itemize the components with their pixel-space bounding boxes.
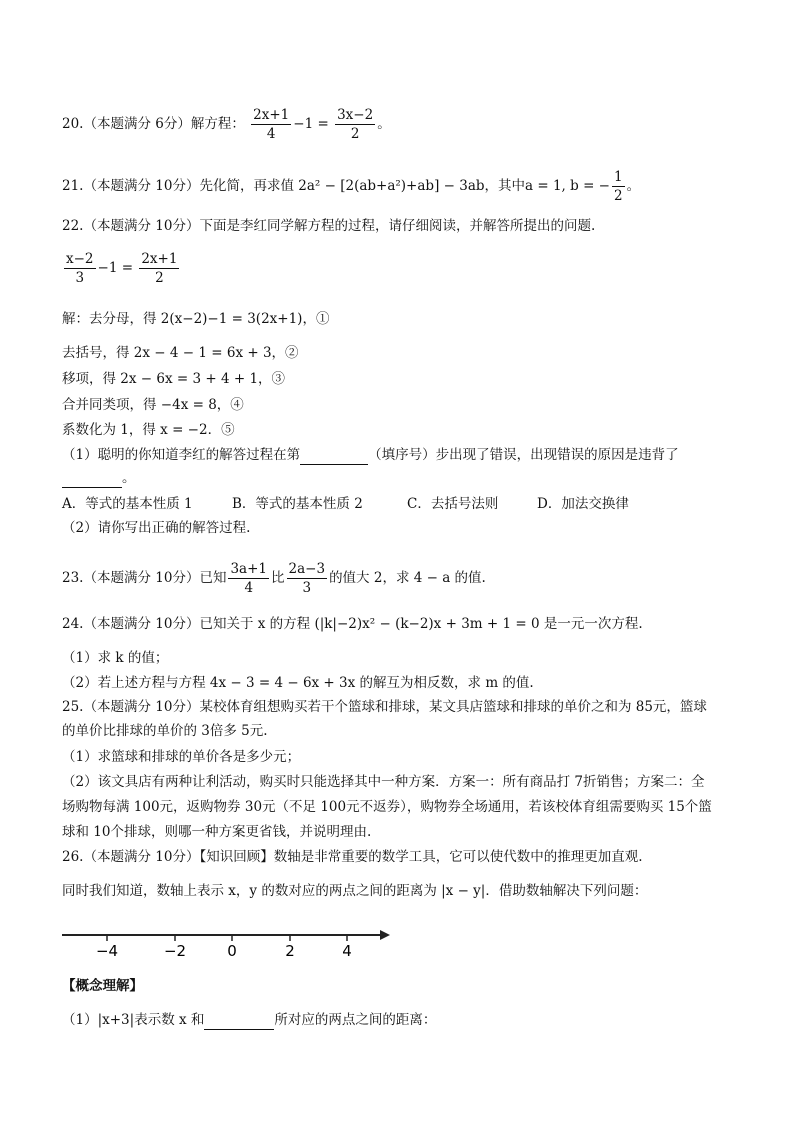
q25-part-2-b: 场购物每满 100元，返购物券 30元（不足 100元不返券），购物券全场通用，若该校体育组需要购买 15个篮 (62, 799, 712, 815)
q26-part-1 (62, 1010, 436, 1030)
q22-step-3: 移项，得 2x − 6x = 3 + 4 + 1，③ (62, 371, 286, 387)
q22-step-5: 系数化为 1，得 x = −2．⑤ (62, 422, 235, 438)
q22-step-2: 去括号，得 2x − 4 − 1 = 6x + 3，② (62, 345, 299, 361)
question-24 (62, 614, 643, 634)
q23-end: 的值大 2，求 4 − a 的值. (329, 570, 486, 586)
q26-p1-text-b: 所对应的两点之间的距离： (274, 1012, 437, 1028)
q26-number: 26. (62, 849, 84, 865)
q22-p1-text-a: （1）聪明的你知道李红的解答过程在第 (62, 447, 301, 463)
tick-label-neg2: −2 (163, 942, 187, 960)
q20-f2-denominator: 2 (350, 126, 360, 142)
q22-option-c: C．去括号法则 (407, 496, 499, 512)
q25-part-2-a: （2）该文具店有两种让利活动，购买时只能选择其中一种方案．方案一：所有商品打 7折销售；方案二：全 (62, 774, 705, 790)
q23-f2-denominator: 3 (302, 580, 312, 596)
q20-mid: −1 = (293, 116, 329, 132)
q25-line-2: 的单价比排球的单价的 3倍多 5元. (62, 723, 268, 739)
q22-step-4: 合并同类项，得 −4x = 8，④ (62, 397, 244, 413)
q20-fraction-right (335, 106, 375, 143)
q23-head: （本题满分 10分）已知 (83, 570, 227, 586)
q20-number: 20. (62, 116, 84, 132)
q22-fraction-right (139, 250, 179, 287)
q22-f2-denominator: 2 (155, 270, 164, 286)
q25-part-1: （1）求篮球和排球的单价各是多少元； (62, 749, 301, 765)
number-line-diagram (62, 925, 402, 965)
q22-option-d: D．加法交换律 (537, 496, 629, 512)
q22-part-1 (62, 445, 679, 465)
q26-p1-text-a: （1）|x+3|表示数 x 和 (62, 1012, 205, 1028)
q23-f2-numerator: 2a−3 (288, 561, 326, 577)
q21-f-numerator: 1 (613, 169, 623, 185)
q24-part-2: （2）若上述方程与方程 4x − 3 = 4 − 6x + 3x 的解互为相反数，求 m 的值. (62, 675, 534, 691)
q21-expression: 2a² − [2(ab+a²)+ab] − 3ab (298, 178, 485, 194)
q22-p1-end: 。 (122, 470, 136, 486)
q24-number: 24. (62, 616, 84, 632)
q23-fraction-left (228, 560, 269, 597)
tick-label-4: 4 (342, 942, 352, 960)
q22-blank-reason[interactable] (62, 471, 122, 488)
q24-head: （本题满分 10分）已知关于 x 的方程 (|k|−2)x² − (k−2)x + 3m + 1 = 0 是一元一次方程. (83, 616, 643, 632)
number-line-arrow (380, 930, 390, 940)
q22-part-2: （2）请你写出正确的解答过程. (62, 520, 251, 536)
q25-number: 25. (62, 699, 84, 715)
q21-f-denominator: 2 (613, 188, 623, 204)
q20-f2-numerator: 3x−2 (337, 107, 374, 123)
q22-f1-numerator: x−2 (66, 251, 94, 267)
q21-condition: a = 1, b = − (525, 178, 610, 194)
q20-f1-numerator: 2x+1 (253, 107, 290, 123)
q23-mid: 比 (271, 570, 285, 586)
q24-part-1: （1）求 k 的值； (62, 650, 169, 666)
question-25 (62, 697, 707, 717)
q22-equation (62, 250, 181, 287)
q26-line-2: 同时我们知道，数轴上表示 x，y 的数对应的两点之间的距离为 |x − y|．借助数轴解决下列问题： (62, 883, 648, 899)
q20-head: （本题满分 6分）解方程： (83, 116, 245, 132)
question-20 (62, 106, 391, 143)
q23-f1-denominator: 4 (244, 580, 254, 596)
q21-number: 21. (62, 178, 84, 194)
question-22-head (62, 216, 595, 236)
q26-blank[interactable] (204, 1013, 274, 1030)
q22-options (62, 494, 629, 514)
q22-p1-text-b: （填序号）步出现了错误，出现错误的原因是违背了 (368, 447, 679, 463)
q22-option-a: A．等式的基本性质 1 (62, 496, 193, 512)
q26-line-1: （本题满分 10分）【知识回顾】数轴是非常重要的数学工具，它可以使代数中的推理更加直观. (83, 849, 643, 865)
q22-blank-step[interactable] (300, 448, 368, 465)
q25-line-1: （本题满分 10分）某校体育组想购买若干个篮球和排球，某文具店篮球和排球的单价之和为 85元，篮球 (83, 699, 707, 715)
q21-fraction (612, 168, 625, 205)
question-26 (62, 847, 643, 867)
q20-f1-denominator: 4 (266, 126, 276, 142)
q26-concept-heading: 【概念理解】 (62, 978, 143, 994)
q21-end: 。 (626, 178, 641, 194)
q22-head: （本题满分 10分）下面是李红同学解方程的过程，请仔细阅读，并解答所提出的问题. (83, 218, 596, 234)
tick-label-2: 2 (285, 942, 295, 960)
tick-label-0: 0 (227, 942, 237, 960)
question-21 (62, 168, 640, 205)
q22-step-1: 解：去分母，得 2(x−2)−1 = 3(2x+1)，① (62, 311, 330, 327)
q22-f1-denominator: 3 (75, 270, 85, 286)
question-23 (62, 560, 486, 597)
q25-part-2-c: 球和 10个排球，则哪一种方案更省钱，并说明理由. (62, 824, 372, 840)
q22-fraction-left (64, 250, 96, 287)
q22-part-1-cont (62, 468, 136, 488)
q22-eq-mid: −1 = (97, 260, 134, 276)
q20-end: 。 (377, 116, 391, 132)
q23-f1-numerator: 3a+1 (230, 561, 268, 577)
q23-number: 23. (62, 570, 84, 586)
q21-head: （本题满分 10分）先化简，再求值 (83, 178, 294, 194)
tick-label-neg4: −4 (95, 942, 119, 960)
q20-fraction-left (251, 106, 291, 143)
q21-mid: ，其中 (484, 178, 526, 194)
q22-f2-numerator: 2x+1 (141, 251, 178, 267)
q23-fraction-right (287, 560, 328, 597)
q22-option-b: B．等式的基本性质 2 (232, 496, 363, 512)
q22-number: 22. (62, 218, 84, 234)
